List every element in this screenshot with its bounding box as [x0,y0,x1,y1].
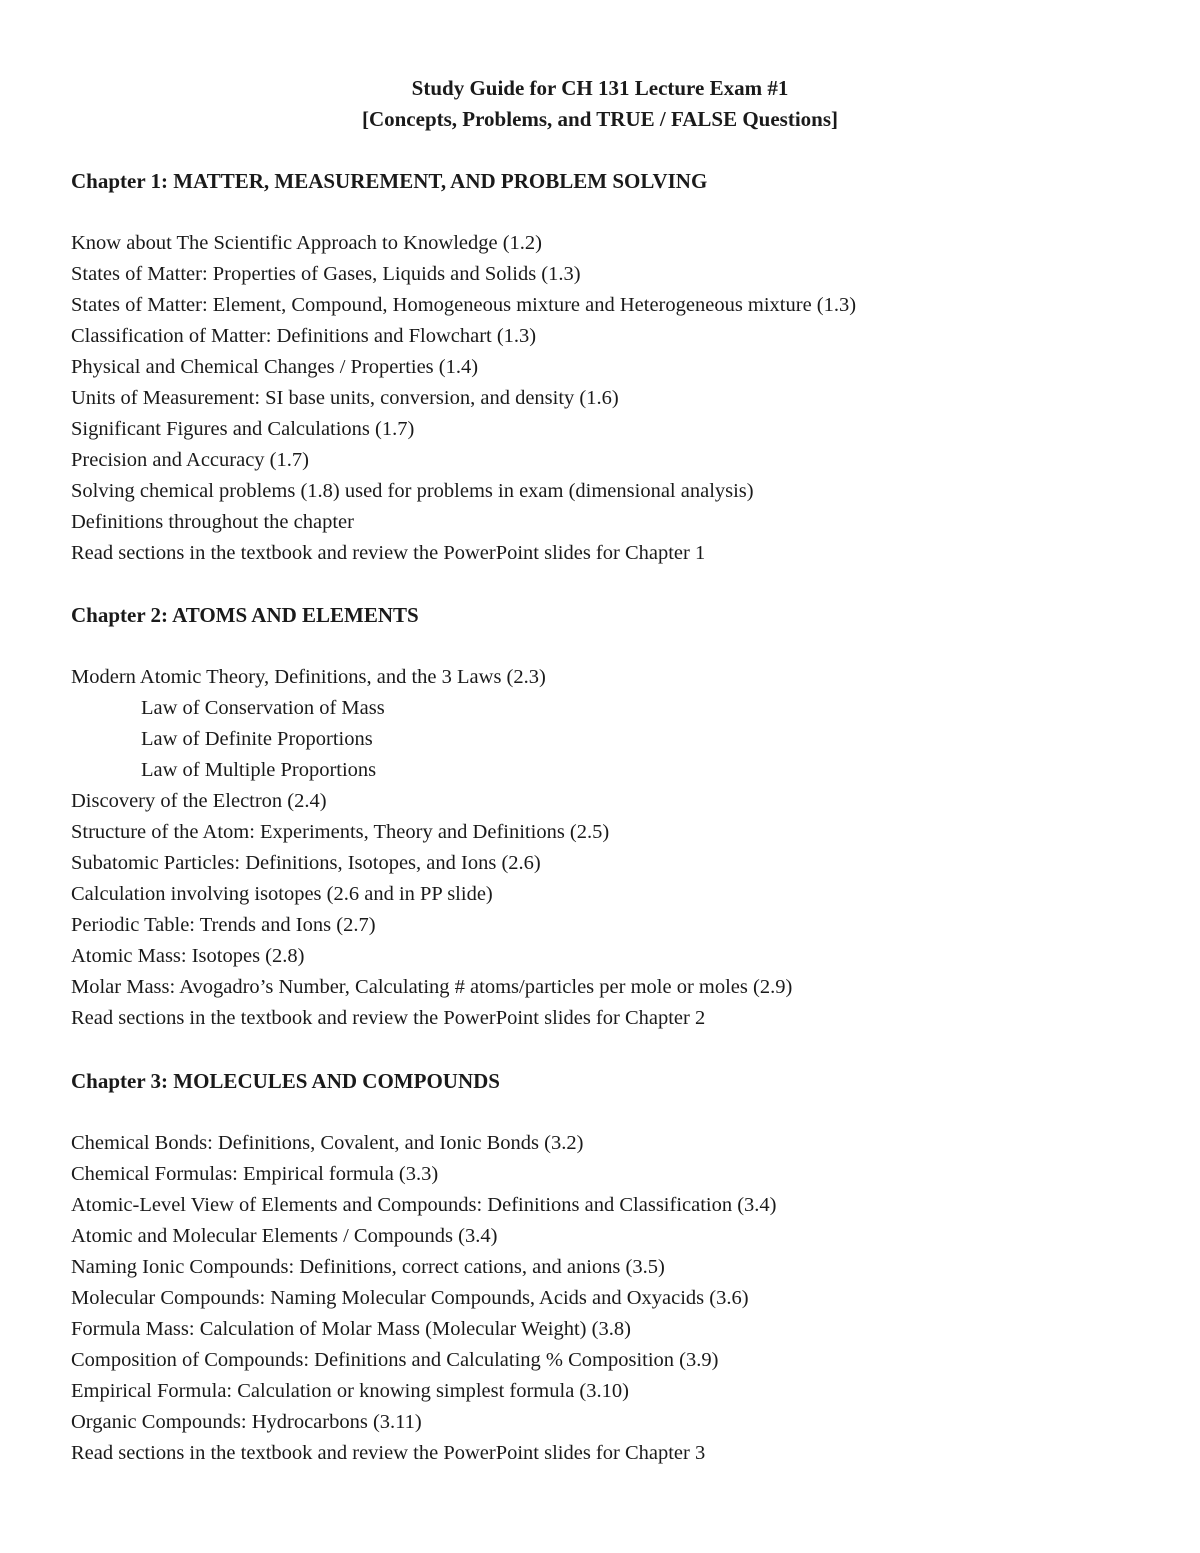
topic-item: Structure of the Atom: Experiments, Theory and Definitions (2.5) [71,821,610,843]
topic-subitem: Law of Multiple Proportions [141,759,377,781]
topic-item: Molecular Compounds: Naming Molecular Compounds, Acids and Oxyacids (3.6) [71,1287,749,1309]
document-subtitle: [Concepts, Problems, and TRUE / FALSE Questions] [361,107,839,131]
topic-item: Read sections in the textbook and review the PowerPoint slides for Chapter 3 [71,1442,706,1464]
topic-item: Definitions throughout the chapter [71,511,354,533]
chapter-heading: Chapter 3: MOLECULES AND COMPOUNDS [71,1069,500,1093]
topic-list [71,662,1171,1034]
topic-item: Composition of Compounds: Definitions and Calculating % Composition (3.9) [71,1349,719,1371]
topic-item: Subatomic Particles: Definitions, Isotopes, and Ions (2.6) [71,852,541,874]
topic-item: Naming Ionic Compounds: Definitions, correct cations, and anions (3.5) [71,1256,665,1278]
topic-item: Empirical Formula: Calculation or knowing simplest formula (3.10) [71,1380,629,1402]
topic-item: Classification of Matter: Definitions and Flowchart (1.3) [71,325,537,347]
topic-item: Atomic-Level View of Elements and Compounds: Definitions and Classification (3.4) [71,1194,777,1216]
chapter-3-section [71,1066,1171,1469]
topic-item: Molar Mass: Avogadro’s Number, Calculating # atoms/particles per mole or moles (2.9) [71,976,793,998]
topic-item: Precision and Accuracy (1.7) [71,449,309,471]
topic-item: Atomic Mass: Isotopes (2.8) [71,945,305,967]
chapter-heading: Chapter 1: MATTER, MEASUREMENT, AND PROBLEM SOLVING [71,169,708,193]
topic-item: Read sections in the textbook and review the PowerPoint slides for Chapter 2 [71,1007,706,1029]
topic-item: Modern Atomic Theory, Definitions, and the 3 Laws (2.3) [71,666,546,688]
topic-item: Solving chemical problems (1.8) used for problems in exam (dimensional analysis) [71,480,754,502]
topic-item: Units of Measurement: SI base units, conversion, and density (1.6) [71,387,619,409]
chapter-2-section [71,600,1171,1034]
topic-item: Read sections in the textbook and review the PowerPoint slides for Chapter 1 [71,542,706,564]
topic-list [71,228,1171,569]
topic-subitem: Law of Conservation of Mass [141,697,385,719]
topic-item: Chemical Bonds: Definitions, Covalent, and Ionic Bonds (3.2) [71,1132,584,1154]
topic-item: Know about The Scientific Approach to Knowledge (1.2) [71,232,543,254]
chapter-heading: Chapter 2: ATOMS AND ELEMENTS [71,603,419,627]
topic-item: Significant Figures and Calculations (1.7) [71,418,415,440]
topic-item: States of Matter: Properties of Gases, Liquids and Solids (1.3) [71,263,581,285]
topic-item: Chemical Formulas: Empirical formula (3.3) [71,1163,439,1185]
topic-item: Atomic and Molecular Elements / Compounds (3.4) [71,1225,498,1247]
topic-item: Physical and Chemical Changes / Properties (1.4) [71,356,479,378]
chapter-1-section [71,166,1171,569]
topic-item: Periodic Table: Trends and Ions (2.7) [71,914,376,936]
document-title: Study Guide for CH 131 Lecture Exam #1 [411,76,789,100]
topic-item: Calculation involving isotopes (2.6 and in PP slide) [71,883,493,905]
topic-list [71,1128,1171,1469]
topic-item: States of Matter: Element, Compound, Homogeneous mixture and Heterogeneous mixture (1.3) [71,294,857,316]
topic-item: Formula Mass: Calculation of Molar Mass (Molecular Weight) (3.8) [71,1318,631,1340]
topic-subitem: Law of Definite Proportions [141,728,373,750]
topic-item: Organic Compounds: Hydrocarbons (3.11) [71,1411,422,1433]
topic-item: Discovery of the Electron (2.4) [71,790,327,812]
document-title-block [0,73,1200,135]
